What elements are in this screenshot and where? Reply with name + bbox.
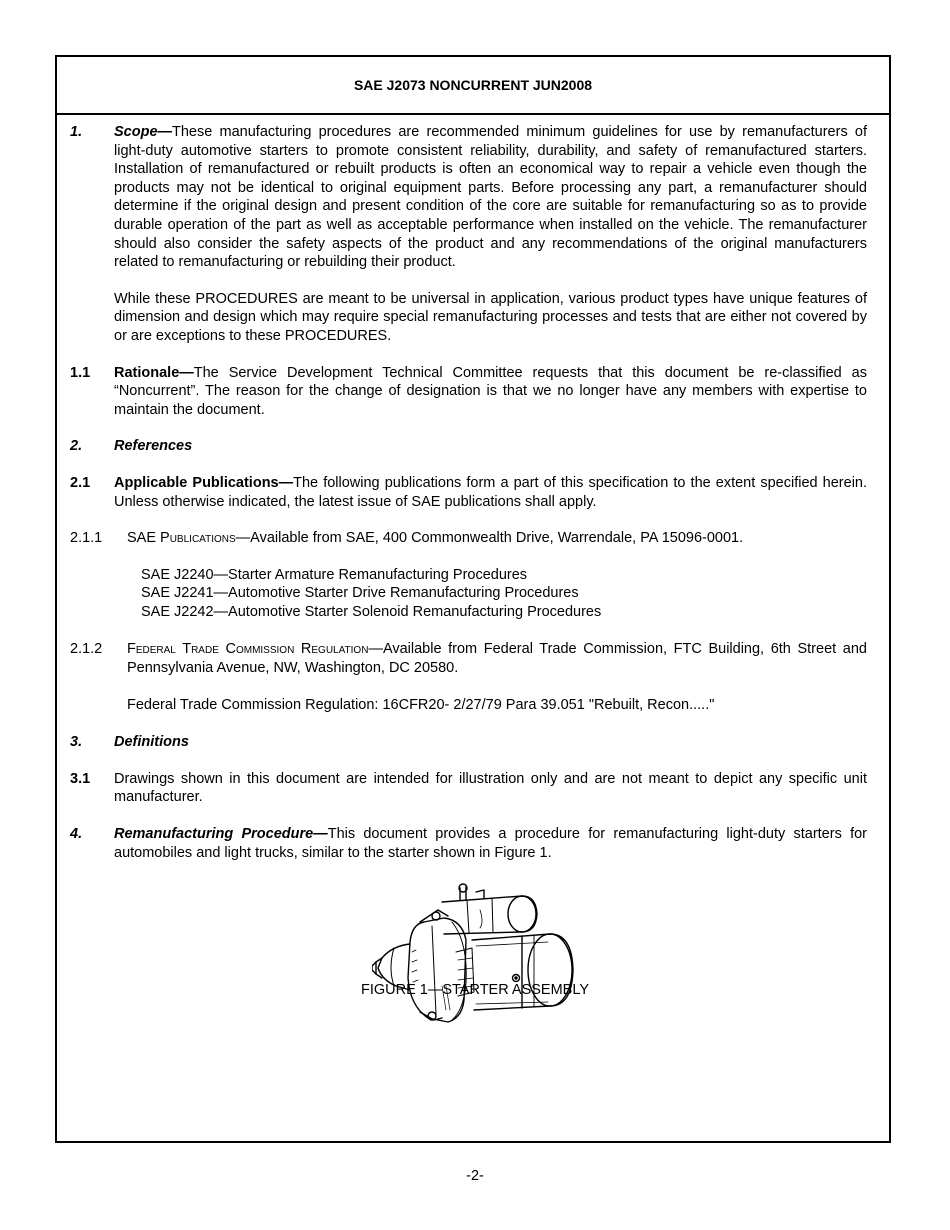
section-text: —Available from Federal Trade Commission, FTC Building, 6th Street and Pennsylvania Avenue, NW, Washington, DC 20580. [127, 641, 867, 677]
section-number: 4. [70, 826, 83, 843]
section-title: SAE Publications [127, 530, 236, 547]
section-number: 1.1 [70, 364, 91, 381]
section-number: 2.1.2 [70, 641, 103, 658]
section-number: 3. [70, 734, 83, 751]
section-3-definitions [70, 733, 867, 752]
section-number: 2. [70, 438, 83, 455]
section-2-1-1-sae-publications [70, 529, 867, 548]
section-2-1-2-ftc-regulation [70, 640, 867, 677]
section-title: References [114, 438, 193, 455]
document-title: SAE J2073 NONCURRENT JUN2008 [353, 77, 593, 93]
section-title: Scope— [114, 124, 173, 140]
section-text: Federal Trade Commission Regulation: 16CFR20- 2/27/79 Para 39.051 "Rebuilt, Recon....." [127, 696, 715, 713]
section-text: The Service Development Technical Committee requests that this document be re-classified as “Noncurrent”. The reason for the change of designation is that we no longer have any members with expertise to maintain the document. [114, 364, 867, 418]
section-text: These manufacturing procedures are recommended minimum guidelines for use by remanufacturers of light-duty automotive starters to promote consistent reliability, durability, and safety of remanufactured starters. Installation of remanufactured or rebuilt products is often an economical way to repair a vehicle even though the products may not be identical to original equipment parts. Before processing any part, a remanufacturer should determine if the original design and present condition of the core are suitable for remanufacturing so as to provide durable operation of the part as well as acceptable performance when installed on the vehicle. The remanufacturer should also consider the safety aspects of the product and any recommendations of the original manufacturers related to remanufacturing or rebuilding their product. [114, 124, 867, 271]
section-1-1-rationale [70, 364, 867, 420]
section-title: Remanufacturing Procedure— [114, 826, 328, 843]
section-number: 3.1 [70, 770, 91, 787]
page-number: -2- [466, 1168, 484, 1184]
section-number: 2.1 [70, 474, 91, 491]
section-text: The following publications form a part of this specification to the extent specified herein. Unless otherwise indicated, the latest issue of SAE publications shall apply. [114, 474, 868, 510]
section-text: This document provides a procedure for remanufacturing light-duty starters for automobiles and light trucks, similar to the starter shown in Figure 1. [114, 826, 867, 861]
section-text: —Available from SAE, 400 Commonwealth Drive, Warrendale, PA 15096-0001. [235, 530, 744, 547]
section-title: Rationale— [114, 364, 194, 381]
ftc-regulation-citation [70, 696, 867, 715]
sae-publications-list [141, 566, 867, 622]
section-1-paragraph-2 [70, 290, 867, 346]
section-number: 1. [70, 124, 83, 140]
section-4-remanufacturing-procedure [70, 825, 867, 862]
document-body [70, 123, 867, 862]
document-header [57, 57, 889, 115]
list-item: SAE J2242—Automotive Starter Solenoid Remanufacturing Procedures [141, 603, 602, 620]
section-title: Federal Trade Commission Regulation [127, 641, 369, 658]
section-3-1 [70, 770, 867, 807]
section-text: While these PROCEDURES are meant to be universal in application, various product types have unique features of dimension and design which may require special remanufacturing processes and tests that are either not covered by or are exceptions to these PROCEDURES. [114, 290, 867, 344]
section-text: Drawings shown in this document are intended for illustration only and are not meant to depict any specific unit manufacturer. [114, 770, 867, 806]
section-1-scope [70, 123, 867, 272]
list-item: SAE J2241—Automotive Starter Drive Remanufacturing Procedures [141, 585, 579, 602]
list-item: SAE J2240—Starter Armature Remanufacturing Procedures [141, 566, 528, 583]
section-title: Definitions [114, 734, 189, 751]
section-title: Applicable Publications— [114, 474, 294, 491]
section-number: 2.1.1 [70, 530, 103, 547]
starter-assembly-illustration [372, 882, 577, 1024]
figure-caption: FIGURE 1—STARTER ASSEMBLY [360, 982, 590, 998]
section-2-references [70, 437, 867, 456]
section-2-1-applicable-publications [70, 474, 867, 511]
